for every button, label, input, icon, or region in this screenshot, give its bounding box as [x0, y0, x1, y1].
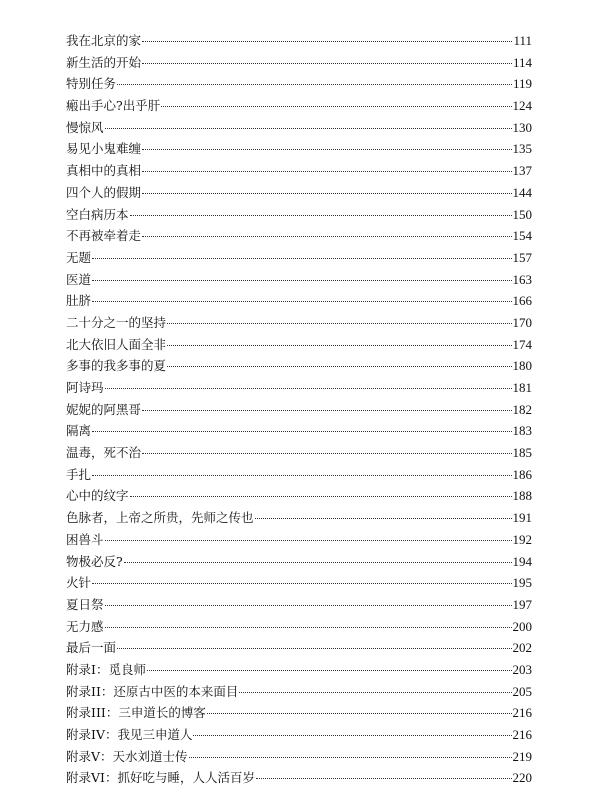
toc-entry-title: 最后一面 — [66, 640, 117, 656]
dot-leader — [147, 670, 512, 671]
toc-entry-page-number: 180 — [512, 358, 532, 374]
dot-leader — [161, 106, 511, 107]
toc-entry-title: 真相中的真相 — [66, 163, 142, 179]
toc-entry-title: 妮妮的阿黑哥 — [66, 401, 142, 417]
toc-entry-page-number: 192 — [512, 531, 532, 547]
toc-entry-page-number: 197 — [512, 596, 532, 612]
toc-entry[interactable] — [66, 767, 532, 789]
toc-entry-page-number: 119 — [512, 76, 532, 92]
toc-entry-page-number: 203 — [512, 661, 532, 677]
toc-entry[interactable] — [66, 95, 532, 117]
toc-entry[interactable] — [66, 659, 532, 681]
toc-entry[interactable] — [66, 594, 532, 616]
toc-entry-title: 二十分之一的坚持 — [66, 314, 167, 330]
toc-entry-title: 心中的纹字 — [66, 488, 129, 504]
toc-entry[interactable] — [66, 269, 532, 291]
toc-entry-page-number: 111 — [513, 33, 532, 48]
toc-entry-page-number: 144 — [512, 184, 532, 200]
toc-entry[interactable] — [66, 616, 532, 638]
dot-leader — [142, 453, 511, 454]
toc-entry-page-number: 157 — [512, 249, 532, 265]
dot-leader — [92, 583, 511, 584]
toc-entry-page-number: 194 — [512, 553, 532, 569]
toc-entry[interactable] — [66, 724, 532, 746]
toc-entry-page-number: 200 — [512, 618, 532, 634]
toc-entry-title: 不再被牵着走 — [66, 228, 142, 244]
toc-entry-title: 附录III：三申道长的博客 — [66, 705, 206, 721]
toc-entry[interactable] — [66, 485, 532, 507]
toc-entry-title: 多事的我多事的夏 — [66, 358, 167, 374]
toc-entry[interactable] — [66, 442, 532, 464]
dot-leader — [92, 258, 511, 259]
toc-entry-page-number: 188 — [512, 488, 532, 504]
toc-entry[interactable] — [66, 225, 532, 247]
toc-entry-title: 特别任务 — [66, 76, 117, 92]
dot-leader — [130, 215, 512, 216]
toc-entry-page-number: 183 — [512, 423, 532, 439]
toc-entry[interactable] — [66, 637, 532, 659]
toc-entry-title: 附录II：还原古中医的本来面目 — [66, 683, 239, 699]
toc-entry[interactable] — [66, 334, 532, 356]
toc-entry-title: 附录V：天水刘道士传 — [66, 748, 188, 764]
dot-leader — [92, 475, 511, 476]
dot-leader — [142, 236, 511, 237]
toc-entry[interactable] — [66, 529, 532, 551]
toc-entry-title: 附录VI：抓好吃与睡，人人活百岁 — [66, 770, 255, 786]
dot-leader — [142, 410, 511, 411]
dot-leader — [189, 757, 512, 758]
toc-entry[interactable] — [66, 681, 532, 703]
toc-entry-page-number: 186 — [512, 466, 532, 482]
dot-leader — [105, 388, 512, 389]
dot-leader — [130, 496, 512, 497]
toc-entry-title: 空白病历本 — [66, 206, 129, 222]
toc-entry[interactable] — [66, 464, 532, 486]
dot-leader — [105, 540, 512, 541]
toc-entry-title: 无力感 — [66, 618, 104, 634]
toc-entry[interactable] — [66, 355, 532, 377]
toc-entry-title: 我在北京的家 — [66, 33, 142, 48]
toc-entry-page-number: 154 — [512, 228, 532, 244]
toc-entry[interactable] — [66, 52, 532, 74]
toc-entry-title: 夏日祭 — [66, 596, 104, 612]
toc-entry-title: 无题 — [66, 249, 92, 265]
dot-leader — [142, 193, 511, 194]
toc-entry[interactable] — [66, 507, 532, 529]
toc-entry-page-number: 191 — [512, 510, 532, 526]
toc-entry-page-number: 216 — [512, 727, 532, 742]
dot-leader — [105, 605, 512, 606]
dot-leader — [255, 518, 512, 519]
toc-entry-title: 瘢出手心?出乎肝 — [66, 98, 161, 114]
toc-entry-page-number: 205 — [512, 683, 532, 699]
toc-entry-title: 肚脐 — [66, 293, 92, 309]
dot-leader — [142, 41, 512, 42]
toc-entry[interactable] — [66, 312, 532, 334]
toc-entry-title: 色脉者，上帝之所贵，先师之传也 — [66, 510, 254, 526]
toc-entry[interactable] — [66, 572, 532, 594]
dot-leader — [167, 323, 511, 324]
dot-leader — [167, 366, 511, 367]
dot-leader — [105, 627, 512, 628]
toc-entry-title: 物极必反? — [66, 553, 123, 569]
toc-entry-title: 四个人的假期 — [66, 184, 142, 200]
toc-entry-title: 阿诗玛 — [66, 380, 104, 395]
toc-entry-page-number: 150 — [512, 206, 532, 222]
toc-entry[interactable] — [66, 30, 532, 52]
dot-leader — [167, 345, 511, 346]
toc-entry[interactable] — [66, 746, 532, 768]
toc-entry-page-number: 130 — [512, 119, 532, 135]
dot-leader — [142, 63, 512, 64]
dot-leader — [92, 431, 511, 432]
toc-entry[interactable] — [66, 551, 532, 573]
toc-entry-page-number: 181 — [512, 380, 532, 395]
toc-entry-page-number: 202 — [512, 640, 532, 656]
dot-leader — [117, 84, 512, 85]
dot-leader — [207, 713, 512, 714]
toc-entry[interactable] — [66, 73, 532, 95]
toc-entry-title: 医道 — [66, 271, 92, 287]
toc-entry-page-number: 185 — [512, 445, 532, 461]
toc-entry[interactable] — [66, 377, 532, 399]
toc-entry-page-number: 137 — [512, 163, 532, 179]
toc-entry-title: 慢惊风 — [66, 119, 104, 135]
toc-entry[interactable] — [66, 290, 532, 312]
toc-entry-title: 手扎 — [66, 466, 92, 482]
toc-entry-title: 易见小鬼难缠 — [66, 141, 142, 157]
toc-entry-page-number: 163 — [512, 271, 532, 287]
toc-entry-page-number: 170 — [512, 314, 532, 330]
dot-leader — [92, 280, 511, 281]
dot-leader — [124, 562, 512, 563]
toc-entry[interactable] — [66, 160, 532, 182]
toc-entry[interactable] — [66, 247, 532, 269]
toc-entry-page-number: 195 — [512, 575, 532, 591]
dot-leader — [117, 648, 511, 649]
toc-entry[interactable] — [66, 420, 532, 442]
toc-entry-page-number: 166 — [512, 293, 532, 309]
dot-leader — [256, 778, 512, 779]
toc-entry-page-number: 174 — [512, 336, 532, 352]
toc-entry-title: 附录IV：我见三申道人 — [66, 727, 193, 742]
toc-entry[interactable] — [66, 182, 532, 204]
toc-entry[interactable] — [66, 204, 532, 226]
dot-leader — [239, 692, 511, 693]
toc-entry[interactable] — [66, 138, 532, 160]
toc-entry[interactable] — [66, 117, 532, 139]
toc-entry-page-number: 124 — [512, 98, 532, 114]
toc-entry-page-number: 182 — [512, 401, 532, 417]
toc-entry-title: 困兽斗 — [66, 531, 104, 547]
toc-entry-title: 隔离 — [66, 423, 92, 439]
toc-entry-page-number: 216 — [512, 705, 532, 721]
toc-entry-title: 附录I：觅良师 — [66, 661, 146, 677]
toc-entry-title: 新生活的开始 — [66, 54, 142, 70]
toc-entry-title: 火针 — [66, 575, 92, 591]
toc-entry-title: 温毒，死不治 — [66, 445, 142, 461]
toc-entry-title: 北大依旧人面全非 — [66, 336, 167, 352]
dot-leader — [105, 128, 512, 129]
dot-leader — [193, 735, 511, 736]
toc-entry[interactable] — [66, 702, 532, 724]
toc-entry-page-number: 135 — [512, 141, 532, 157]
table-of-contents — [66, 30, 532, 789]
dot-leader — [142, 149, 511, 150]
dot-leader — [92, 301, 511, 302]
toc-entry-page-number: 219 — [512, 748, 532, 764]
toc-entry-page-number: 220 — [512, 770, 532, 786]
toc-entry[interactable] — [66, 399, 532, 421]
dot-leader — [142, 171, 511, 172]
toc-entry-page-number: 114 — [512, 54, 532, 70]
